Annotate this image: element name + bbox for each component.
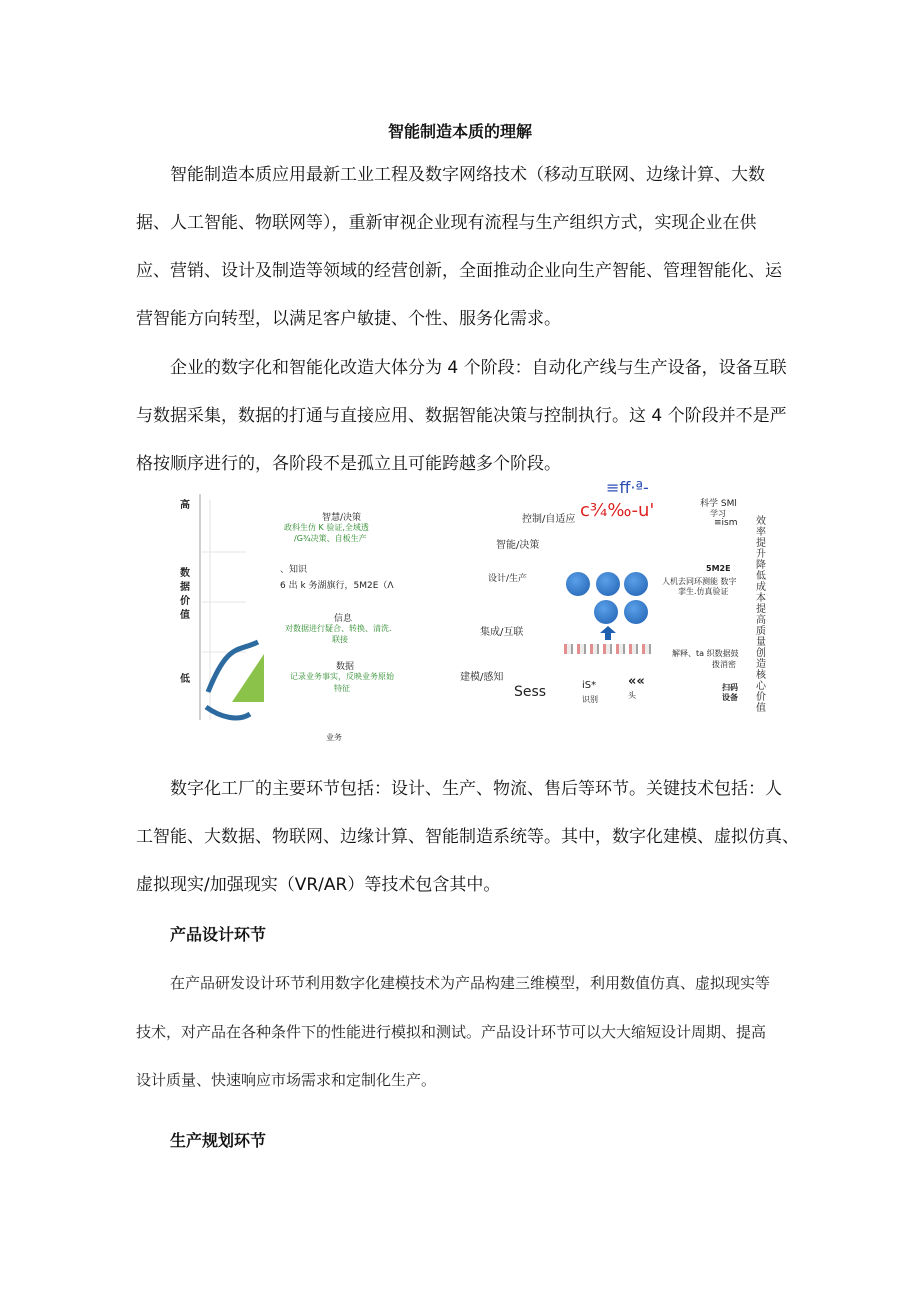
is-sub: 识别 bbox=[582, 695, 598, 704]
axis-label-2: 据 bbox=[180, 582, 190, 593]
knowledge-title: 、知识 bbox=[280, 565, 308, 575]
right-5m2e: 5M2E bbox=[706, 564, 731, 573]
right-mid-2: 拨消密 bbox=[712, 660, 736, 669]
device-strip bbox=[564, 644, 652, 654]
para3-line3: 虚拟现实/加强现实（VR/AR）等技术包含其中。 bbox=[136, 875, 501, 895]
right-5m2e-desc-1: 人机去同环测能 数字 bbox=[662, 577, 737, 586]
para1-line4: 营智能方向转型，以满足客户敏捷、个性、服务化需求。 bbox=[136, 309, 561, 329]
data-title: 数据 bbox=[336, 662, 355, 672]
heading-production-planning: 生产规划环节 bbox=[170, 1131, 267, 1150]
right-mid-1: 解释、ta 织数据鼓 bbox=[672, 649, 739, 658]
para1-line3: 应、营销、设计及制造等领域的经营创新，全面推动企业向生产智能、管理智能化、运 bbox=[136, 261, 782, 281]
axis-high: 高 bbox=[180, 500, 190, 511]
wisdom-desc-2: /G¾决策、自板生产 bbox=[294, 534, 367, 543]
right-top-2: 学习 bbox=[710, 509, 726, 518]
info-desc-2: 联接 bbox=[332, 635, 348, 644]
wisdom-title: 智慧/决策 bbox=[322, 513, 362, 523]
para1-line1: 智能制造本质应用最新工业工程及数字网络技术（移动互联网、边缘计算、大数 bbox=[170, 165, 765, 185]
right-5m2e-desc-2: 挛生.仿真验证 bbox=[678, 587, 729, 596]
sess-label: Sess bbox=[514, 684, 547, 700]
node-circle bbox=[624, 572, 648, 596]
para3-line2: 工智能、大数据、物联网、边缘计算、智能制造系统等。其中，数字化建模、虚拟仿真、 bbox=[136, 827, 799, 847]
data-desc-2: 特征 bbox=[334, 684, 350, 693]
right-top-1: 科学 SMl bbox=[700, 499, 737, 509]
info-desc-1: 对数据进行疑合、转换、清洗. bbox=[285, 624, 392, 633]
axis-low: 低 bbox=[180, 674, 190, 685]
top-glyph: ≡ff·ª- bbox=[606, 478, 649, 497]
arrows-glyph: «« bbox=[628, 674, 645, 689]
node-circle bbox=[596, 572, 620, 596]
stage-diagram bbox=[172, 478, 772, 749]
bottom-label: 业务 bbox=[326, 733, 342, 742]
node-circle bbox=[566, 572, 590, 596]
stage-design: 设计/生产 bbox=[488, 574, 528, 584]
heading-product-design: 产品设计环节 bbox=[170, 925, 267, 944]
data-desc-1: 记录业务事实，反映业务原始 bbox=[290, 672, 394, 681]
axis-label-1: 数 bbox=[180, 568, 190, 579]
node-circle bbox=[594, 600, 618, 624]
is-label: iS* bbox=[582, 680, 597, 691]
para3-line1: 数字化工厂的主要环节包括：设计、生产、物流、售后等环节。关键技术包括：人 bbox=[170, 779, 782, 799]
para4-line1: 在产品研发设计环节利用数字化建模技术为产品构建三维模型，利用数值仿真、虚拟现实等 bbox=[170, 974, 771, 992]
para4-line2: 技术，对产品在各种条件下的性能进行模拟和测试。产品设计环节可以大大缩短设计周期、提高 bbox=[136, 1023, 767, 1041]
para2-line1: 企业的数字化和智能化改造大体分为 4 个阶段：自动化产线与生产设备，设备互联 bbox=[170, 358, 787, 378]
stage-smart: 智能/决策 bbox=[496, 540, 540, 551]
info-title: 信息 bbox=[334, 614, 353, 624]
axis-label-4: 值 bbox=[180, 610, 190, 621]
para4-line3: 设计质量、快速响应市场需求和定制化生产。 bbox=[136, 1071, 437, 1089]
wisdom-desc-1: 政科生仿 K 验证,全域透 bbox=[284, 523, 369, 532]
stage-control-glyph: c¾‰-u' bbox=[580, 500, 655, 521]
pyramid-graphic bbox=[198, 492, 278, 722]
stage-model: 建模/感知 bbox=[460, 672, 504, 683]
para2-line3: 格按顺序进行的，各阶段不是孤立且可能跨越多个阶段。 bbox=[136, 454, 561, 474]
knowledge-desc: 6 出 k 务湖旗行，5M2E（Λ bbox=[280, 581, 394, 591]
page-title: 智能制造本质的理解 bbox=[387, 122, 532, 141]
right-top-3: ≡ism bbox=[714, 518, 738, 528]
stage-control: 控制/自适应 bbox=[522, 514, 576, 525]
right-bottom-2: 设备 bbox=[722, 693, 738, 702]
vertical-caption: 效率提升降低成本提高质量创造核心价值 bbox=[756, 516, 766, 714]
arrows-sub: 头 bbox=[628, 691, 636, 700]
axis-label-3: 价 bbox=[180, 596, 190, 607]
up-arrow-icon bbox=[600, 626, 616, 640]
node-circle bbox=[624, 600, 648, 624]
para2-line2: 与数据采集，数据的打通与直接应用、数据智能决策与控制执行。这 4 个阶段并不是严 bbox=[136, 406, 787, 426]
right-bottom-1: 扫码 bbox=[722, 683, 738, 692]
para1-line2: 据、人工智能、物联网等），重新审视企业现有流程与生产组织方式，实现企业在供 bbox=[136, 213, 757, 233]
stage-integrate: 集成/互联 bbox=[480, 627, 524, 638]
